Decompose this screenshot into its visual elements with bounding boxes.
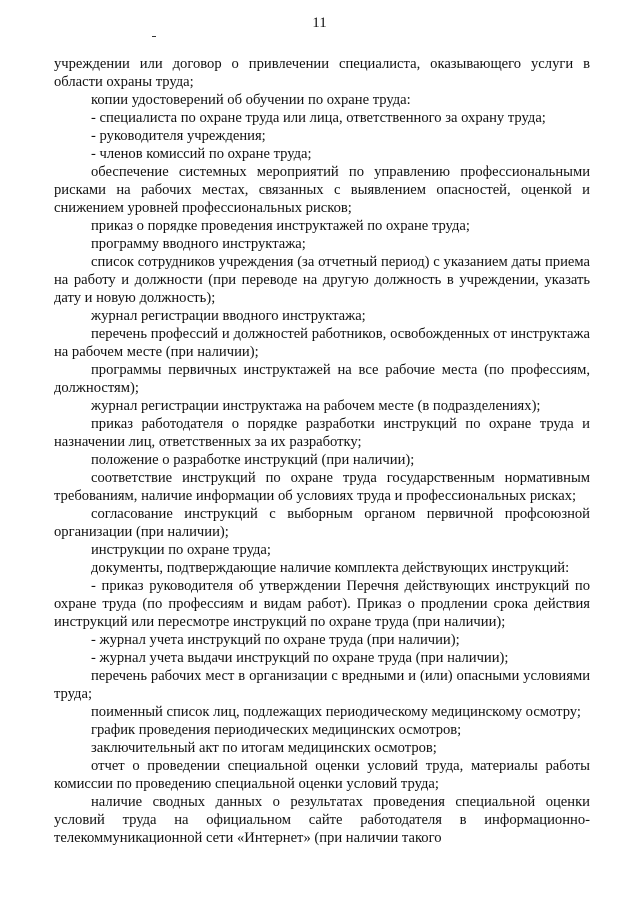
paragraph: программу вводного инструктажа;	[91, 236, 306, 252]
paragraph: отчет о проведении специальной оценки условий труда, материалы работы комиссии по проведению специальной оценки условий труда;	[54, 758, 590, 792]
paragraph: - журнал учета выдачи инструкций по охране труда (при наличии);	[91, 650, 509, 666]
paragraph: перечень профессий и должностей работников, освобожденных от инструктажа на рабочем месте (при наличии);	[54, 326, 590, 360]
paragraph: - приказ руководителя об утверждении Перечня действующих инструкций по охране труда (по профессиям и видам работ). Приказ о продлении срока действия инструкций или пересмотре инструкций по охране труда (при наличии);	[54, 578, 590, 630]
paragraph: заключительный акт по итогам медицинских осмотров;	[91, 740, 437, 756]
page-number: 11	[312, 15, 327, 31]
paragraph: программы первичных инструктажей на все рабочие места (по профессиям, должностям);	[54, 362, 590, 396]
paragraph: инструкции по охране труда;	[91, 542, 271, 558]
scan-mark	[152, 36, 156, 37]
paragraph: - членов комиссий по охране труда;	[91, 146, 312, 162]
paragraph: - журнал учета инструкций по охране труда (при наличии);	[91, 632, 460, 648]
paragraph: журнал регистрации вводного инструктажа;	[91, 308, 366, 324]
paragraph: график проведения периодических медицинских осмотров;	[91, 722, 462, 738]
paragraph: - специалиста по охране труда или лица, ответственного за охрану труда;	[91, 110, 546, 126]
paragraph: согласование инструкций с выборным органом первичной профсоюзной организации (при наличии);	[54, 506, 590, 540]
paragraph: список сотрудников учреждения (за отчетный период) с указанием даты приема на работу и должности (при переводе на другую должность в учреждении, указать дату и новую должность);	[54, 254, 590, 306]
paragraph: документы, подтверждающие наличие комплекта действующих инструкций:	[91, 560, 570, 576]
document-body	[54, 55, 590, 847]
paragraph: наличие сводных данных о результатах проведения специальной оценки условий труда на официальном сайте работодателя в информационно-телекоммуникационной сети «Интернет» (при наличии такого	[54, 794, 590, 846]
paragraph: поименный список лиц, подлежащих периодическому медицинскому осмотру;	[91, 704, 581, 720]
paragraph: обеспечение системных мероприятий по управлению профессиональными рисками на рабочих местах, связанных с выявлением опасностей, оценкой и снижением уровней профессиональных рисков;	[54, 164, 590, 216]
paragraph: приказ работодателя о порядке разработки инструкций по охране труда и назначении лиц, ответственных за их разработку;	[54, 416, 590, 450]
paragraph: перечень рабочих мест в организации с вредными и (или) опасными условиями труда;	[54, 668, 590, 702]
paragraph: копии удостоверений об обучении по охране труда:	[91, 92, 411, 108]
paragraph: учреждении или договор о привлечении специалиста, оказывающего услуги в области охраны труда;	[54, 56, 590, 90]
paragraph: приказ о порядке проведения инструктажей по охране труда;	[91, 218, 470, 234]
paragraph: журнал регистрации инструктажа на рабочем месте (в подразделениях);	[91, 398, 541, 414]
paragraph: соответствие инструкций по охране труда государственным нормативным требованиям, наличие информации об условиях труда и профессиональных рисках;	[54, 470, 590, 504]
paragraph: положение о разработке инструкций (при наличии);	[91, 452, 415, 468]
paragraph: - руководителя учреждения;	[91, 128, 266, 144]
